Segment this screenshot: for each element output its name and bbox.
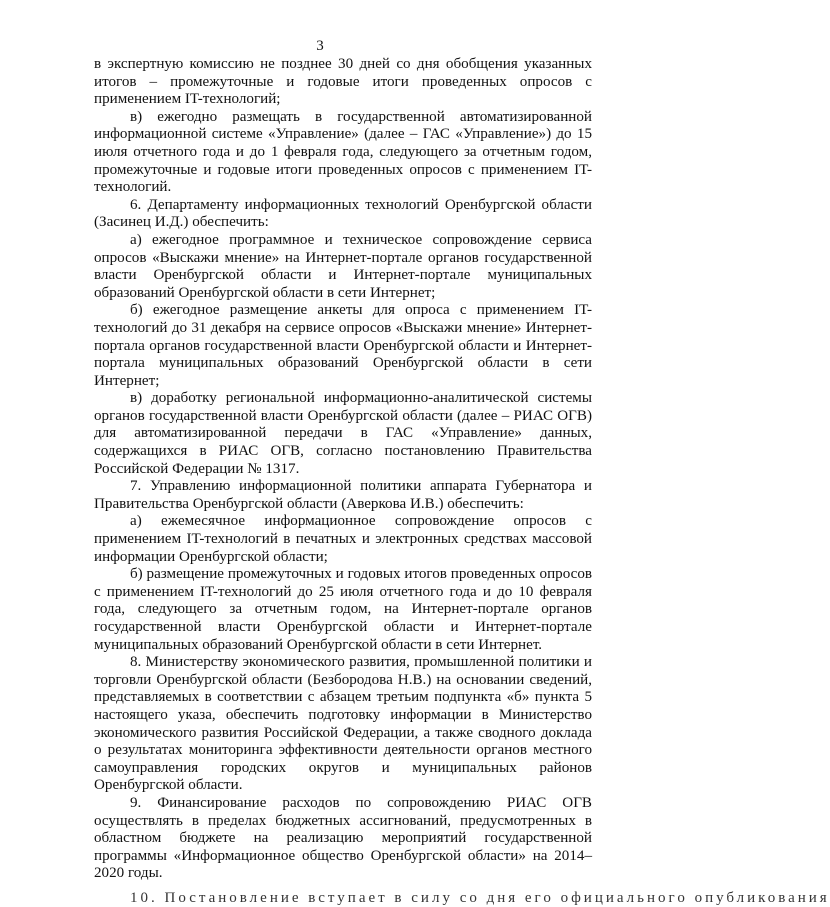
paragraph-8: 8. Министерству экономического развития, промышленной политики и торговли Оренбургской области (Безбородова Н.В.) на основании сведений, представляемых в соответствии с абзацем третьим подпункта «б» пункта 5 настоящего указа, обеспечить подготовку информации в Министерство экономического развития Российской Федерации, а также сводного доклада о результатах мониторинга эффективности деятельности органов местного самоуправления городских округов и муниципальных районов Оренбургской области. [94,654,592,794]
cut-line-text: 10. Постановление вступает в силу со дня его официального опубликования [130,890,830,906]
paragraph-continuation: в экспертную комиссию не позднее 30 дней со дня обобщения указанных итогов – промежуточные и годовые итоги проведенных опросов с применением IT-технологий; [94,56,592,108]
page-number: 3 [316,38,324,54]
paragraph-7: 7. Управлению информационной политики аппарата Губернатора и Правительства Оренбургской области (Аверкова И.В.) обеспечить: [94,478,592,512]
paragraph-6a: а) ежегодное программное и техническое сопровождение сервиса опросов «Выскажи мнение» на Интернет-портале органов государственной власти Оренбургской области и Интернет-портале муниципальных образований Оренбургской области в сети Интернет; [94,231,592,301]
paragraph-6v: в) доработку региональной информационно-аналитической системы органов государственной власти Оренбургской области (далее – РИАС ОГВ) для автоматизированной передачи в ГАС «Управление» данных, содержащихся в РИАС ОГВ, согласно постановлению Правительства Российской Федерации № 1317. [94,390,592,477]
document-body [94,56,592,883]
paragraph-5v: в) ежегодно размещать в государственной автоматизированной информационной системе «Управление» (далее – ГАС «Управление») до 15 июля отчетного года и до 1 февраля года, следующего за отчетным годом, промежуточные и годовые итоги проведенных опросов с применением IT-технологий. [94,108,592,196]
paragraph-6b: б) ежегодное размещение анкеты для опроса с применением IT-технологий до 31 декабря на сервисе опросов «Выскажи мнение» Интернет-портала органов государственной власти Оренбургской области и Интернет-портала муниципальных образований Оренбургской области в сети Интернет; [94,302,592,389]
paragraph-7b: б) размещение промежуточных и годовых итогов проведенных опросов с применением IT-технологий до 25 июля отчетного года и до 10 февраля года, следующего за отчетным годом, на Интернет-портале органов государственной власти Оренбургской области и Интернет-портале муниципальных образований Оренбургской области в сети Интернет. [94,566,592,653]
next-page-cut-line [130,890,830,906]
paragraph-6: 6. Департаменту информационных технологий Оренбургской области (Засинец И.Д.) обеспечить: [94,196,592,231]
paragraph-9: 9. Финансирование расходов по сопровождению РИАС ОГВ осуществлять в пределах бюджетных ассигнований, предусмотренных в областном бюджете на реализацию мероприятий государственной программы «Информационное общество Оренбургской области» на 2014–2020 годы. [94,794,592,882]
paragraph-7a: а) ежемесячное информационное сопровождение опросов с применением IT-технологий в печатных и электронных средствах массовой информации Оренбургской области; [94,513,592,565]
